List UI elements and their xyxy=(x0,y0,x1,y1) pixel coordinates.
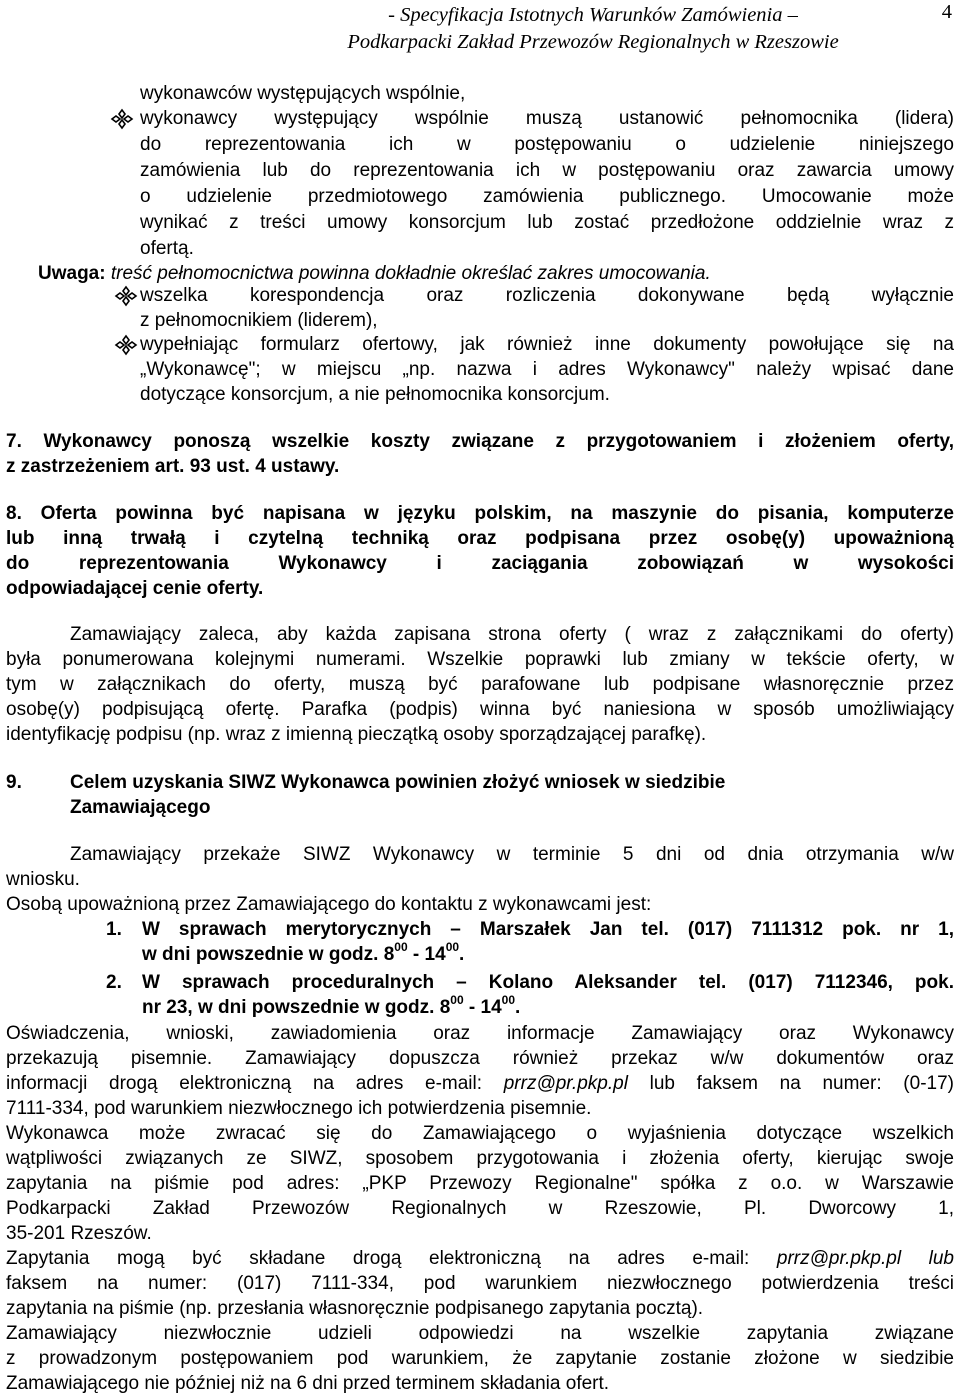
section9-line1: Celem uzyskania SIWZ Wykonawca powinien złożyć wniosek w siedzibie xyxy=(70,772,726,793)
statements-line2: przekazują pisemnie. Zamawiający dopuszcza również przekaz w/w dokumentów oraz xyxy=(6,1048,954,1069)
siwz-line2: wniosku. xyxy=(6,869,80,890)
numbering-line4: osobę(y) podpisującą ofertę. Parafka (podpis) winna być naniesiona w sposób umożliwiający xyxy=(6,699,954,720)
contact2-period: . xyxy=(515,997,521,1018)
numbering-line3: tym w załącznikach do oferty, muszą być parafowane lub podpisane własnoręcznie przez xyxy=(6,674,954,695)
contact1-hours-end: - 14 xyxy=(407,944,446,965)
contact1-hours: w dni powszednie w godz. 8 xyxy=(142,944,395,965)
bullet1-line5: wynikać z treści umowy konsorcjum lub zostać przedłożone oddzielnie wraz z xyxy=(140,212,954,233)
header-title-line2: Podkarpacki Zakład Przewozów Regionalnych w Rzeszowie xyxy=(347,31,839,53)
contact2-number: 2. xyxy=(106,972,122,993)
section9-line2: Zamawiającego xyxy=(70,797,211,818)
section8-line4: odpowiadającej cenie oferty. xyxy=(6,578,264,599)
siwz-line3: Osobą upoważnioną przez Zamawiającego do kontaktu z wykonawcami jest: xyxy=(6,894,652,915)
bullet1-line4: o udzielenie przedmiotowego zamówienia publicznego. Umocowanie może xyxy=(140,186,954,207)
section8-line3: do reprezentowania Wykonawcy i zaciągania zobowiązań w wysokości xyxy=(6,553,954,574)
note-label: Uwaga: xyxy=(38,263,106,284)
section8-line1: 8. Oferta powinna być napisana w języku polskim, na maszynie do pisania, komputerze xyxy=(6,503,954,524)
statements-line1: Oświadczenia, wnioski, zawiadomienia oraz informacje Zamawiający oraz Wykonawcy xyxy=(6,1023,954,1044)
diamond-bullet-icon xyxy=(114,334,138,356)
questions-line2: wątpliwości związanych ze SIWZ, sposobem przygotowania i złożenia oferty, kierując swoje xyxy=(6,1148,954,1169)
siwz-line1: Zamawiający przekaże SIWZ Wykonawcy w terminie 5 dni od dnia otrzymania w/w xyxy=(70,844,954,865)
diamond-bullet-icon xyxy=(110,108,134,130)
contact2-line1: W sprawach proceduralnych – Kolano Aleksander tel. (017) 7112346, pok. xyxy=(142,972,954,993)
contact2-line2 xyxy=(142,992,521,1020)
electronic-line1-text: Zapytania mogą być składane drogą elektroniczną na adres e-mail: xyxy=(6,1248,777,1269)
questions-line5: 35-201 Rzeszów. xyxy=(6,1223,152,1244)
contact1-line1: W sprawach merytorycznych – Marszałek Jan tel. (017) 7111312 pok. nr 1, xyxy=(142,919,954,940)
section9-number: 9. xyxy=(6,772,22,793)
questions-line3: zapytania na piśmie pod adres: „PKP Przewozy Regionalne" spółka z o.o. w Warszawie xyxy=(6,1173,954,1194)
bullet3-line3: dotyczące konsorcjum, a nie pełnomocnika konsorcjum. xyxy=(140,384,610,405)
electronic-email: prrz@pr.pkp.pl lub xyxy=(776,1248,954,1269)
answers-line2: z prowadzonym postępowaniem pod warunkiem, że zapytanie zostanie złożone w siedzibie xyxy=(6,1348,954,1369)
contact2-sup-end: 00 xyxy=(501,992,516,1007)
bullet2-line1: wszelka korespondencja oraz rozliczenia dokonywane będą wyłącznie xyxy=(140,285,954,306)
electronic-line1 xyxy=(6,1246,954,1271)
contact1-period: . xyxy=(459,944,465,965)
numbering-line2: była ponumerowana kolejnymi numerami. Wszelkie poprawki lub zmiany w tekście oferty, w xyxy=(6,649,954,670)
contact1-line2 xyxy=(142,939,465,967)
note-text: treść pełnomocnictwa powinna dokładnie określać zakres umocowania. xyxy=(105,263,711,284)
electronic-line2: faksem na numer: (017) 7111-334, pod warunkiem niezwłocznego potwierdzenia treści xyxy=(6,1273,954,1294)
page-number: 4 xyxy=(941,1,952,23)
contact2-sup-start: 00 xyxy=(450,992,464,1007)
bullet1-line6: ofertą. xyxy=(140,238,194,259)
bullet3-line2: „Wykonawcę"; w miejscu „np. nazwa i adres Wykonawcy" należy wpisać dane xyxy=(140,359,954,380)
numbering-line1: Zamawiający zaleca, aby każda zapisana strona oferty ( wraz z załącznikami do oferty) xyxy=(70,624,954,645)
statements-line3-text: informacji drogą elektroniczną na adres e-mail: xyxy=(6,1073,504,1094)
section7-line2: z zastrzeżeniem art. 93 ust. 4 ustawy. xyxy=(6,456,340,477)
section8-line2: lub inną trwałą i czytelną techniką oraz podpisana przez osobę(y) upoważnioną xyxy=(6,528,954,549)
questions-line4: Podkarpacki Zakład Przewozów Regionalnych w Rzeszowie, Pl. Dworcowy 1, xyxy=(6,1198,954,1219)
contact1-sup-start: 00 xyxy=(394,939,408,954)
contact2-hours-end: - 14 xyxy=(463,997,502,1018)
bullet2-line2: z pełnomocnikiem (liderem), xyxy=(140,310,378,331)
statements-email: prrz@pr.pkp.pl xyxy=(503,1073,628,1094)
statements-line4: 7111-334, pod warunkiem niezwłocznego ich potwierdzenia pisemnie. xyxy=(6,1098,592,1119)
answers-line3: Zamawiającego nie później niż na 6 dni przed terminem składania ofert. xyxy=(6,1373,610,1394)
intro-line: wykonawców występujących wspólnie, xyxy=(140,83,466,104)
section7-line1: 7. Wykonawcy ponoszą wszelkie koszty związane z przygotowaniem i złożeniem oferty, xyxy=(6,431,954,452)
contact1-sup-end: 00 xyxy=(445,939,460,954)
page-header xyxy=(230,2,956,56)
questions-line1: Wykonawca może zwracać się do Zamawiającego o wyjaśnienia dotyczące wszelkich xyxy=(6,1123,954,1144)
statements-fax: lub faksem na numer: (0-17) xyxy=(627,1073,954,1094)
bullet1-line1: wykonawcy występujący wspólnie muszą ustanowić pełnomocnika (lidera) xyxy=(140,108,954,129)
bullet3-line1: wypełniając formularz ofertowy, jak również inne dokumenty powołujące się na xyxy=(140,334,954,355)
answers-line1: Zamawiający niezwłocznie udzieli odpowiedzi na wszelkie zapytania związane xyxy=(6,1323,954,1344)
numbering-line5: identyfikację podpisu (np. wraz z imienną pieczątką osoby sporządzającej parafkę). xyxy=(6,724,707,745)
diamond-bullet-icon xyxy=(114,285,138,307)
bullet1-line3: zamówienia lub do reprezentowania ich w postępowaniu oraz zawarcia umowy xyxy=(140,160,954,181)
header-title-line1: - Specyfikacja Istotnych Warunków Zamówienia – xyxy=(388,4,798,26)
bullet1-line2: do reprezentowania ich w postępowaniu o udzielenie niniejszego xyxy=(140,134,954,155)
contact2-hours: nr 23, w dni powszednie w godz. 8 xyxy=(142,997,451,1018)
contact1-number: 1. xyxy=(106,919,122,940)
electronic-line3: zapytania na piśmie (np. przesłania własnoręcznie podpisanego zapytania pocztą). xyxy=(6,1298,704,1319)
statements-line3 xyxy=(6,1071,954,1096)
